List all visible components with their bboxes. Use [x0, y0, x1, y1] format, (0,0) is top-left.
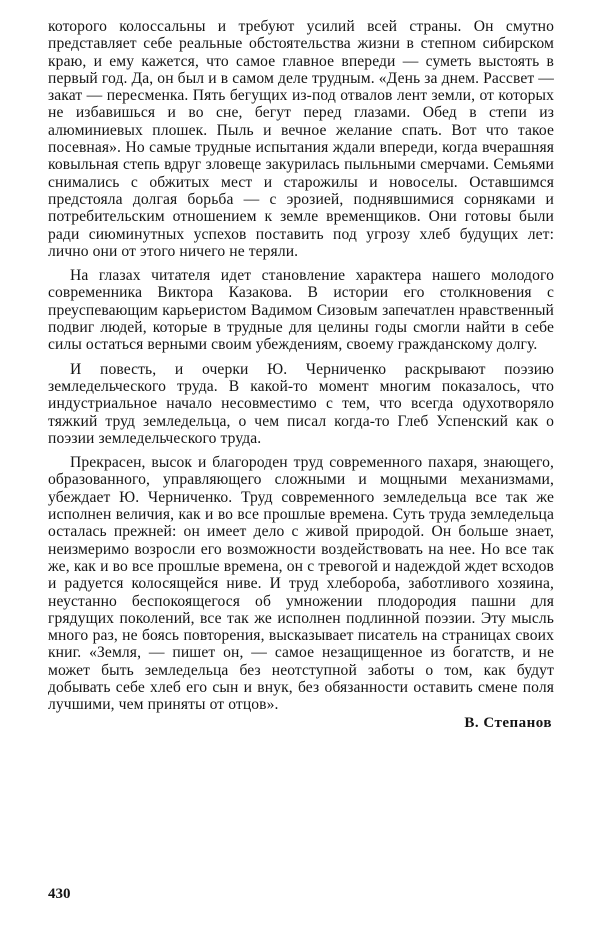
paragraph-2: На глазах читателя идет становление характера нашего молодого современника Виктора Казакова. В истории его столкновения с преуспевающим карьеристом Вадимом Сизовым запечатлен нравственный подвиг людей, которые в трудные для целины годы смогли найти в себе силы остаться верными своим убеждениям, своему гражданскому долгу.: [48, 267, 554, 354]
paragraph-4: Прекрасен, высок и благороден труд современного пахаря, знающего, образованного, управляющего сложными и мощными механизмами, убеждает Ю. Черниченко. Труд современного земледельца все так же исполнен величия, как и во все прошлые времена. Суть труда земледельца осталась прежней: он имеет дело с живой природой. Он больше знает, неизмеримо возросли его возможности воздействовать на нее. Но все так же, как и во все прошлые времена, он с тревогой и надеждой ждет всходов и радуется колосящейся ниве. И труд хлебороба, заботливого хозяина, неустанно беспокоящегося об умножении плодородия пашни для грядущих поколений, все так же исполнен подлинной поэзии. Эту мысль много раз, не боясь повторения, высказывает писатель на страницах своих книг. «Земля, — пишет он, — самое незащищенное из богатств, и не может быть земледельца без неотступной заботы о том, как будут добывать себе хлеб его сын и внук, без обязанности оставить смене поля лучшими, чем приняты от отцов».: [48, 454, 554, 714]
page-number: 430: [48, 886, 71, 902]
article-body: [48, 18, 554, 714]
paragraph-3: И повесть, и очерки Ю. Черниченко раскрывают поэзию земледельческого труда. В какой-то момент многим показалось, что индустриальное начало несовместимо с тем, что всегда одухотворяло тяжкий труд земледельца, о чем писал когда-то Глеб Успенский как о поэзии земледельческого труда.: [48, 360, 554, 447]
author-signature: В. Степанов: [464, 715, 552, 731]
paragraph-1: которого колоссальны и требуют усилий всей страны. Он смутно представляет себе реальные обстоятельства жизни в степном сибирском краю, и ему кажется, что самое главное впереди — суметь выстоять в первый год. Да, он был и в самом деле трудным. «День за днем. Рассвет — закат — пересменка. Пять бегущих из-под отвалов лент земли, от которых не избавишься и во сне, бегут перед глазами. Обед в степи из алюминиевых плошек. Пыль и вечное желание спать. Вот что такое посевная». Но самые трудные испытания ждали впереди, когда вчерашняя ковыльная степь вдруг зловеще закурилась пыльными смерчами. Семьями снимались с обжитых мест и старожилы и новоселы. Оставшимся предстояла долгая борьба — с эрозией, поднявшимися сорняками и потребительским отношением к земле временщиков. Они готовы были ради сиюминутных успехов поставить под угрозу хлеб будущих лет: лично они от этого ничего не теряли.: [48, 18, 554, 260]
